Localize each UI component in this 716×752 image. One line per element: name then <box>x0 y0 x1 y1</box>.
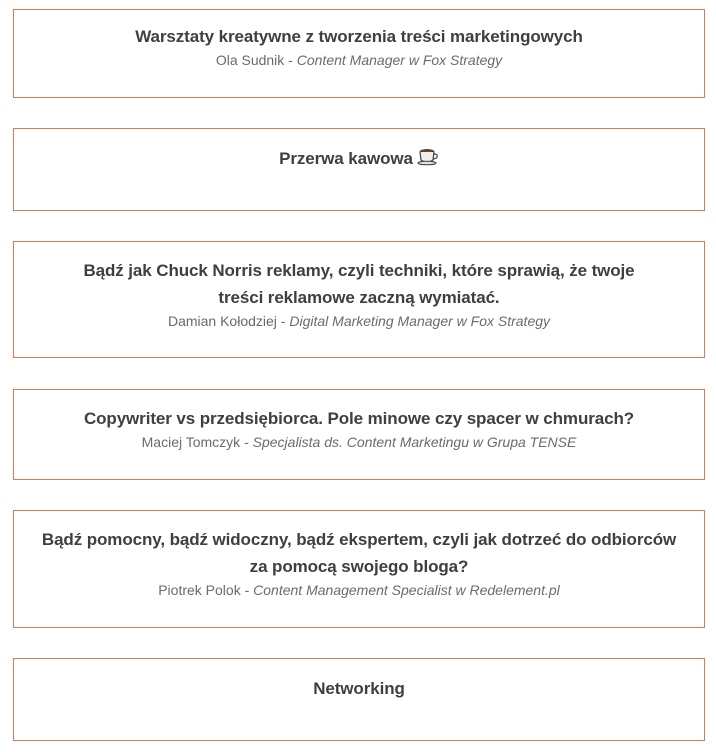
speaker-name: Piotrek Polok <box>158 582 241 598</box>
coffee-cup-icon <box>417 146 439 174</box>
agenda-item-networking <box>13 658 705 741</box>
agenda-item-workshop <box>13 9 705 98</box>
agenda-item-speaker <box>42 432 676 452</box>
agenda-item-title: Copywriter vs przedsiębiorca. Pole minowe czy spacer w chmurach? <box>83 409 635 428</box>
agenda-item-title: Bądź pomocny, bądź widoczny, bądź ekspertem, czyli jak dotrzeć do odbiorców za pomocą swojego bloga? <box>41 530 677 576</box>
agenda-item-coffee-break <box>13 128 705 211</box>
agenda-item-blog <box>13 510 705 628</box>
agenda-item-title: Warsztaty kreatywne z tworzenia treści marketingowych <box>135 27 583 46</box>
agenda-item-title: Przerwa kawowa <box>279 149 413 168</box>
agenda-item-title-row <box>42 145 676 174</box>
agenda-item-speaker <box>40 580 678 600</box>
speaker-role: Specjalista ds. Content Marketingu w Grupa TENSE <box>252 434 577 450</box>
speaker-name: Damian Kołodziej <box>167 313 277 329</box>
speaker-separator: - <box>240 434 253 450</box>
speaker-role: Digital Marketing Manager w Fox Strategy <box>289 313 551 329</box>
speaker-separator: - <box>276 313 290 329</box>
speaker-role: Content Manager w Fox Strategy <box>296 52 503 68</box>
speaker-separator: - <box>240 582 254 598</box>
speaker-role: Content Management Specialist w Redelement.pl <box>253 582 560 598</box>
speaker-separator: - <box>284 52 297 68</box>
speaker-name: Ola Sudnik <box>215 52 285 68</box>
agenda-item-chuck-norris <box>13 241 705 358</box>
agenda-item-speaker <box>42 50 676 70</box>
agenda-item-title: Bądź jak Chuck Norris reklamy, czyli techniki, które sprawią, że twoje treści reklamowe zaczną wymiatać. <box>83 261 635 307</box>
speaker-name: Maciej Tomczyk <box>141 434 241 450</box>
agenda-item-speaker <box>66 311 652 331</box>
agenda-item-title: Networking <box>313 679 405 698</box>
agenda-item-copywriter <box>13 389 705 480</box>
